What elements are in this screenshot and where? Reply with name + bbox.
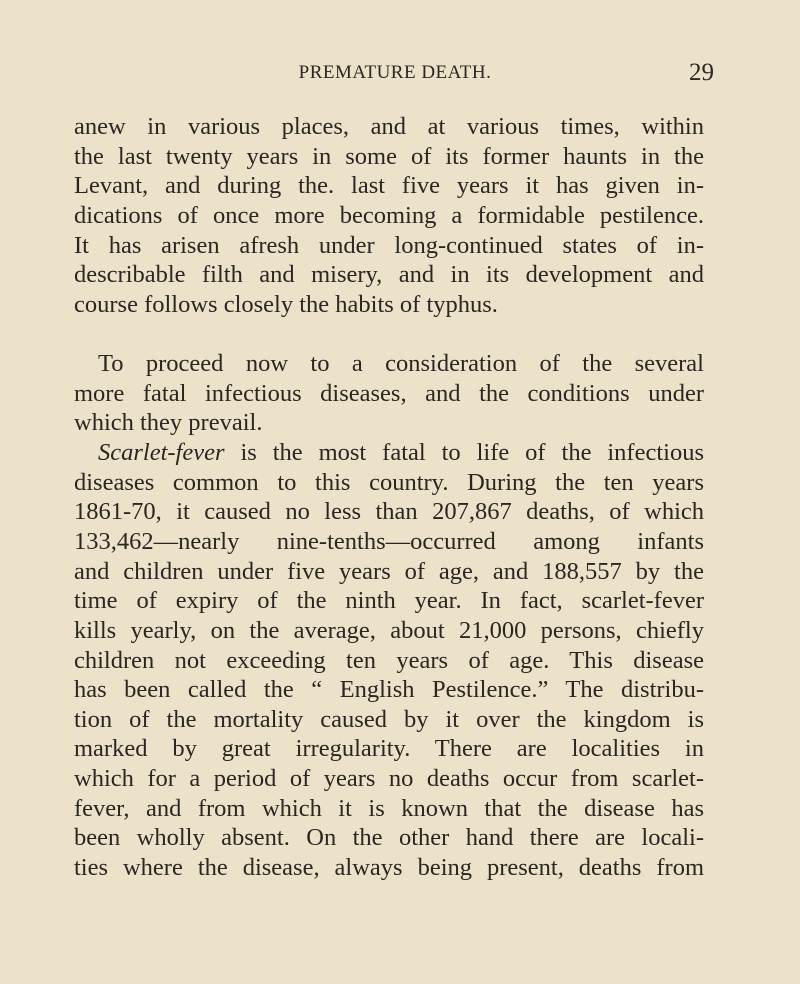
- text-line: children not exceeding ten years of age. This disease: [74, 646, 704, 674]
- text-line: describable filth and misery, and in its development and: [74, 261, 704, 289]
- text-line: course follows closely the habits of typhus.: [74, 290, 498, 318]
- text-line: been wholly absent. On the other hand there are locali-: [74, 824, 704, 852]
- text-line: It has arisen afresh under long-continued states of in-: [74, 231, 704, 259]
- running-title: PREMATURE DEATH.: [298, 62, 492, 83]
- paragraph-1: [74, 112, 704, 319]
- text-line: has been called the “ English Pestilence.” The distribu-: [74, 676, 704, 704]
- body-text: [74, 112, 704, 883]
- text-line: anew in various places, and at various times, within: [74, 113, 704, 140]
- text-line: fever, and from which it is known that the disease has: [74, 794, 704, 822]
- text-line: more fatal infectious diseases, and the conditions under: [74, 379, 704, 407]
- text-span: is the most fatal to life of the infectious: [224, 439, 704, 467]
- italic-term: Scarlet-fever: [98, 439, 225, 467]
- running-head: [70, 59, 720, 92]
- text-line: tion of the mortality caused by it over the kingdom is: [74, 705, 704, 733]
- text-line: [74, 438, 704, 468]
- text-line: To proceed now to a consideration of the several: [98, 350, 704, 378]
- text-line: 133,462—nearly nine-tenths—occurred among infants: [74, 527, 704, 555]
- paragraph-gap: [74, 319, 704, 349]
- text-line: diseases common to this country. During the ten years: [74, 468, 704, 496]
- text-line: Levant, and during the. last five years it has given in-: [74, 172, 704, 200]
- paragraph-2: [74, 349, 704, 438]
- text-line: the last twenty years in some of its former haunts in the: [74, 142, 704, 170]
- text-line: which for a period of years no deaths occur from scarlet-: [74, 765, 704, 793]
- text-line: which they prevail.: [74, 409, 263, 437]
- text-line: kills yearly, on the average, about 21,000 persons, chiefly: [74, 616, 704, 644]
- text-line: 1861-70, it caused no less than 207,867 deaths, of which: [74, 498, 704, 526]
- text-line: dications of once more becoming a formidable pestilence.: [74, 201, 704, 229]
- text-line: time of expiry of the ninth year. In fact, scarlet-fever: [74, 587, 704, 615]
- paragraph-3: [74, 438, 704, 883]
- page-number: 29: [689, 59, 714, 86]
- text-line: and children under five years of age, and 188,557 by the: [74, 557, 704, 585]
- text-line: ties where the disease, always being present, deaths from: [74, 854, 704, 882]
- text-line: marked by great irregularity. There are localities in: [74, 735, 704, 763]
